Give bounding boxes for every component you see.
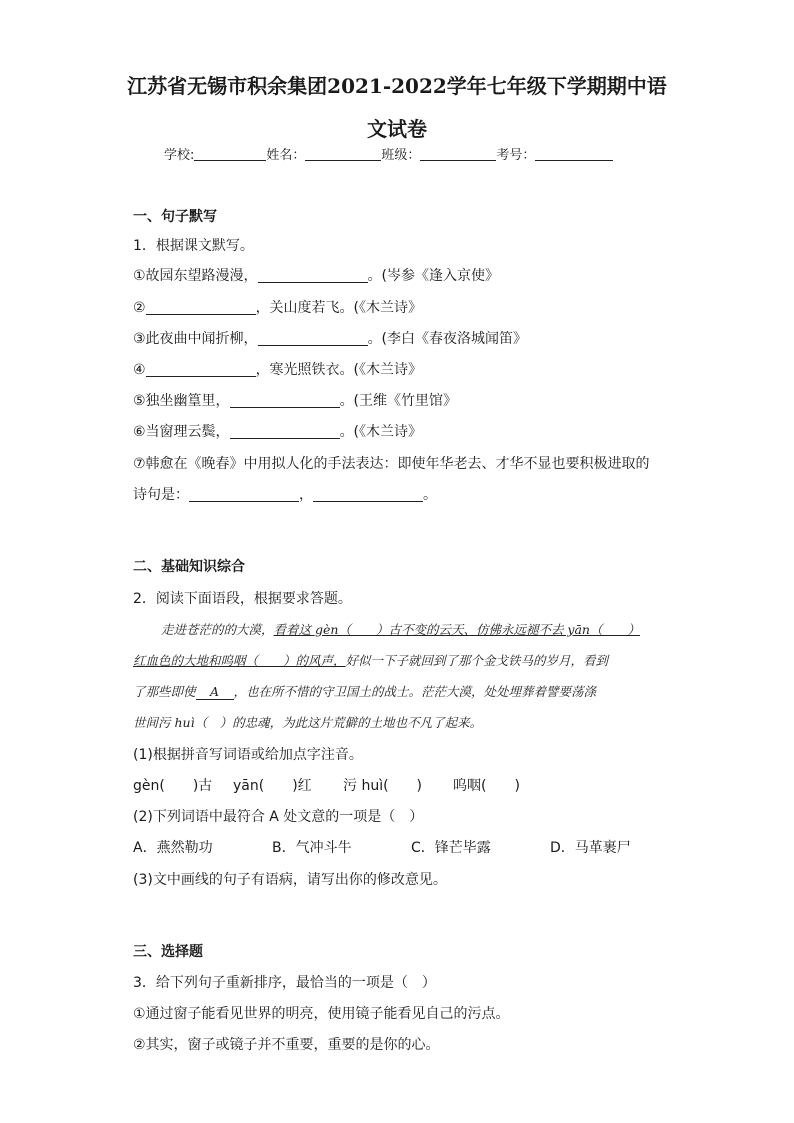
sentence-1: ①通过窗子能看见世界的明亮，使用镜子能看见自己的污点。 [133,1006,510,1022]
recite-item-6: ⑥当窗理云鬓， 。(《木兰诗》 [133,424,423,440]
answer-blank [258,267,368,283]
passage-line-3: 了那些即使 A ，也在所不惜的守卫国土的战士。茫茫大漠，处处埋葬着譬要荡涤 [133,684,597,699]
answer-blank [313,486,423,502]
answer-blank [146,299,256,315]
answer-blank [146,361,256,377]
name-blank [305,146,381,161]
blank-a: A [196,684,234,700]
passage-line-1: 走进苍茫的的大漠，看着这 gèn（ ）古不变的云天、仿佛永远褪不去 yān（ ） [161,622,640,637]
school-label: 学校: [164,148,195,163]
options-row [133,837,660,857]
recite-item-4: ④ ，寒光照铁衣。(《木兰诗》 [133,362,423,378]
section-2-heading: 二、基础知识综合 [133,559,245,575]
option-d: D．马革裹尸 [550,840,631,856]
recite-item-7-line-2: 诗句是： ， 。 [133,487,437,503]
class-label: 班级： [381,148,421,163]
answer-blank [230,392,340,408]
pinyin-item: yān( )红 [233,778,312,794]
sub-question-2: (2)下列词语中最符合 A 处文意的一项是（ ） [133,809,424,825]
question-2-stem: 2．阅读下面语段，根据要求答题。 [133,591,352,607]
option-a: A．燕然勒功 [133,840,213,856]
pinyin-item: 呜咽( ) [453,778,520,794]
number-label: 考号： [496,148,536,163]
recite-item-3: ③此夜曲中闻折柳， 。(李白《春夜洛城闻笛》 [133,331,528,347]
passage-line-4: 世间污 huì（ ）的忠魂，为此这片荒僻的土地也不凡了起来。 [133,715,483,730]
passage-line-2: 红血色的大地和呜咽（ ）的风声，好似一下子就回到了那个金戈铁马的岁月，看到 [133,653,609,668]
recite-item-5: ⑤独坐幽篁里， 。(王维《竹里馆》 [133,393,458,409]
answer-blank [189,486,299,502]
option-c: C．锋芒毕露 [411,840,491,856]
pinyin-row [133,775,553,795]
option-b: B．气冲斗牛 [272,840,352,856]
pinyin-item: 污 huì( ) [343,778,423,794]
exam-title-line-2: 文试卷 [367,117,427,141]
student-info-row [164,144,613,163]
school-blank [194,146,266,161]
recite-item-7-line-1: ⑦韩愈在《晚春》中用拟人化的手法表达：即使年华老去、才华不显也要积极进取的 [133,456,650,472]
question-3-stem: 3．给下列句子重新排序，最恰当的一项是（ ） [133,975,436,991]
recite-item-2: ② ，关山度若飞。(《木兰诗》 [133,300,423,316]
sentence-2: ②其实，窗子或镜子并不重要，重要的是你的心。 [133,1037,440,1053]
name-label: 姓名： [266,148,306,163]
recite-item-1: ①故园东望路漫漫， 。(岑参《逢入京使》 [133,268,500,284]
number-blank [535,146,613,161]
answer-blank [230,423,340,439]
class-blank [420,146,496,161]
answer-blank [258,330,368,346]
exam-title-line-1: 江苏省无锡市积余集团2021-2022学年七年级下学期期中语 [127,74,667,98]
section-1-heading: 一、句子默写 [133,209,217,225]
sub-question-1: (1)根据拼音写词语或给加点字注音。 [133,747,363,763]
sub-question-3: (3)文中画线的句子有语病，请写出你的修改意见。 [133,872,447,888]
pinyin-item: gèn( )古 [133,778,213,794]
question-1-stem: 1．根据课文默写。 [133,238,254,254]
section-3-heading: 三、选择题 [133,944,203,960]
